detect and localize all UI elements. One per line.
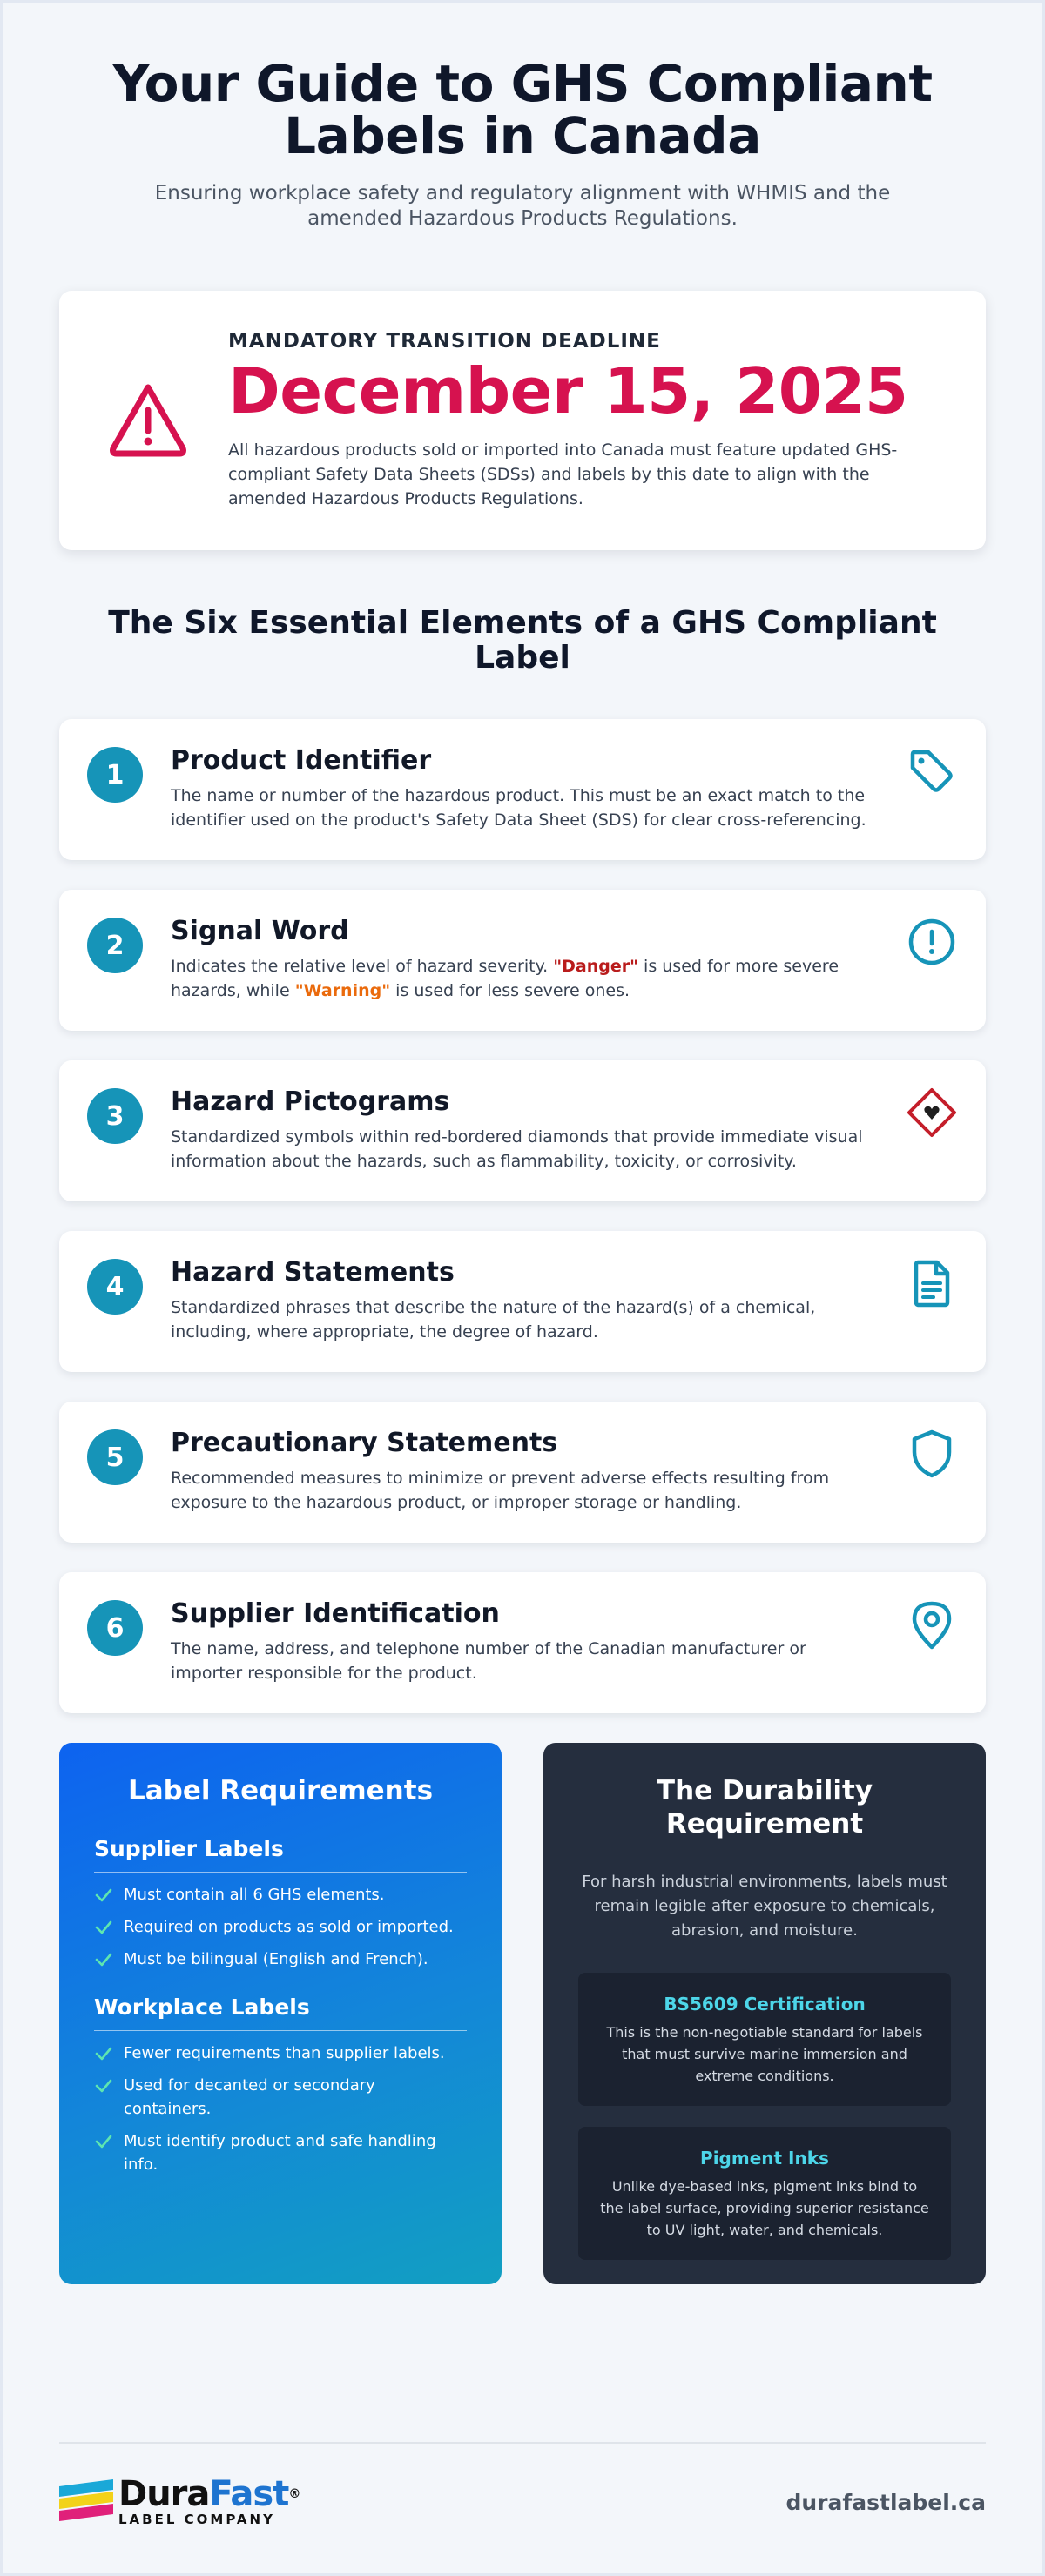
element-description: The name or number of the hazardous product. This must be an exact match to the identifier used on the product's Safety Data Sheet (SDS) for clear cross-referencing. [171,786,866,830]
deadline-label: MANDATORY TRANSITION DEADLINE [228,330,661,353]
element-description: Standardized phrases that describe the nature of the hazard(s) of a chemical, including, where appropriate, the degree of hazard. [171,1298,816,1342]
deadline-text [228,330,940,511]
header [59,3,986,232]
logo-wordmark [118,2474,300,2514]
durability-card [543,1743,986,2284]
document-icon [906,1257,958,1309]
element-number: 2 [87,918,143,973]
list-item [94,1947,467,1971]
bottom-panels [59,1743,986,2284]
supplier-labels-list [94,1883,467,1971]
element-card-precautionary-statements [59,1402,986,1543]
deadline-description: All hazardous products sold or imported into Canada must feature updated GHS-compliant Safety Data Sheets (SDSs) and labels by this date to align with the amended Hazardous Products Regulations. [228,441,898,508]
elements-list [59,719,986,1713]
shield-icon [906,1428,958,1480]
element-description: Standardized symbols within red-bordered diamonds that provide immediate visual information about the hazards, such as flammability, toxicity, or corrosivity. [171,1127,863,1171]
check-icon [94,2044,113,2063]
logo-text [118,2474,300,2527]
element-card-supplier-identification [59,1572,986,1713]
danger-signal-word: "Danger" [553,957,638,976]
element-card-hazard-statements [59,1231,986,1372]
durafast-logo [59,2474,300,2527]
list-item-text: Fewer requirements than supplier labels. [124,2044,445,2062]
element-title: Hazard Pictograms [171,1086,450,1117]
logo-fast: Fast [209,2474,289,2514]
element-title: Supplier Identification [171,1598,500,1629]
logo-registered: ® [288,2487,300,2501]
location-pin-icon [906,1598,958,1651]
pictogram-diamond-icon [906,1086,958,1139]
dur-box-text: Unlike dye-based inks, pigment inks bind to the label surface, providing superior resistance to UV light, water, and chemicals. [600,2178,929,2238]
element-title: Hazard Statements [171,1257,455,1288]
element-title: Product Identifier [171,745,432,776]
element-title: Precautionary Statements [171,1428,558,1458]
element-title: Signal Word [171,916,349,946]
list-item-text: Required on products as sold or imported. [124,1918,454,1936]
deadline-card [59,291,986,550]
check-icon [94,2132,113,2151]
description-text: Indicates the relative level of hazard severity. [171,957,554,976]
exclamation-circle-icon [906,916,958,968]
deadline-date: December 15, 2025 [228,354,908,427]
workplace-labels-list [94,2041,467,2176]
check-icon [94,1886,113,1905]
dur-box-title: Pigment Inks [700,2148,829,2169]
label-requirements-card [59,1743,502,2284]
page-title: Your Guide to GHS Compliant Labels in Canada [112,54,933,165]
element-description: The name, address, and telephone number of the Canadian manufacturer or importer responsible for the product. [171,1639,806,1683]
list-item [94,1883,467,1907]
requirements-title: Label Requirements [127,1775,434,1806]
workplace-labels-heading: Workplace Labels [94,1994,467,2031]
page-subtitle: Ensuring workplace safety and regulatory alignment with WHMIS and the amended Hazardous Products Regulations. [154,182,891,230]
footer [59,2442,986,2529]
elements-section-title: The Six Essential Elements of a GHS Compliant Label [108,605,937,676]
list-item-text: Used for decanted or secondary containers. [124,2076,375,2118]
durability-description: For harsh industrial environments, labels must remain legible after exposure to chemicals, abrasion, and moisture. [582,1873,947,1940]
list-item-text: Must identify product and safe handling info. [124,2132,436,2174]
pigment-inks-box [578,2127,951,2260]
element-card-signal-word [59,890,986,1031]
element-description [171,954,873,1003]
dur-box-title: BS5609 Certification [664,1994,866,2014]
element-description: Recommended measures to minimize or prevent adverse effects resulting from exposure to the hazardous product, or improper storage or handling. [171,1469,830,1512]
logo-dura: Dura [118,2474,210,2514]
list-item [94,2041,467,2065]
element-number: 4 [87,1259,143,1315]
logo-subtitle: LABEL COMPANY [118,2512,275,2527]
warning-triangle-icon [104,377,192,464]
supplier-labels-heading: Supplier Labels [94,1835,467,1873]
warning-signal-word: "Warning" [294,981,391,1000]
durability-title: The Durability Requirement [656,1775,873,1840]
list-item [94,1915,467,1939]
list-item-text: Must contain all 6 GHS elements. [124,1886,385,1904]
bs5609-box [578,1973,951,2106]
website-link[interactable]: durafastlabel.ca [785,2489,986,2515]
element-card-hazard-pictograms [59,1060,986,1201]
element-number: 5 [87,1429,143,1485]
logo-stripes-icon [59,2479,113,2525]
list-item [94,2129,467,2176]
description-text: is used for less severe ones. [390,981,630,1000]
element-number: 3 [87,1088,143,1144]
check-icon [94,2076,113,2095]
list-item-text: Must be bilingual (English and French). [124,1950,428,1968]
check-icon [94,1950,113,1969]
element-number: 6 [87,1600,143,1656]
tag-icon [906,745,958,797]
dur-box-text: This is the non-negotiable standard for labels that must survive marine immersion and extreme conditions. [606,2024,923,2084]
list-item [94,2074,467,2121]
description-text: is used for more severe hazards, while [171,957,839,1000]
element-number: 1 [87,747,143,803]
element-card-product-identifier [59,719,986,860]
check-icon [94,1918,113,1937]
